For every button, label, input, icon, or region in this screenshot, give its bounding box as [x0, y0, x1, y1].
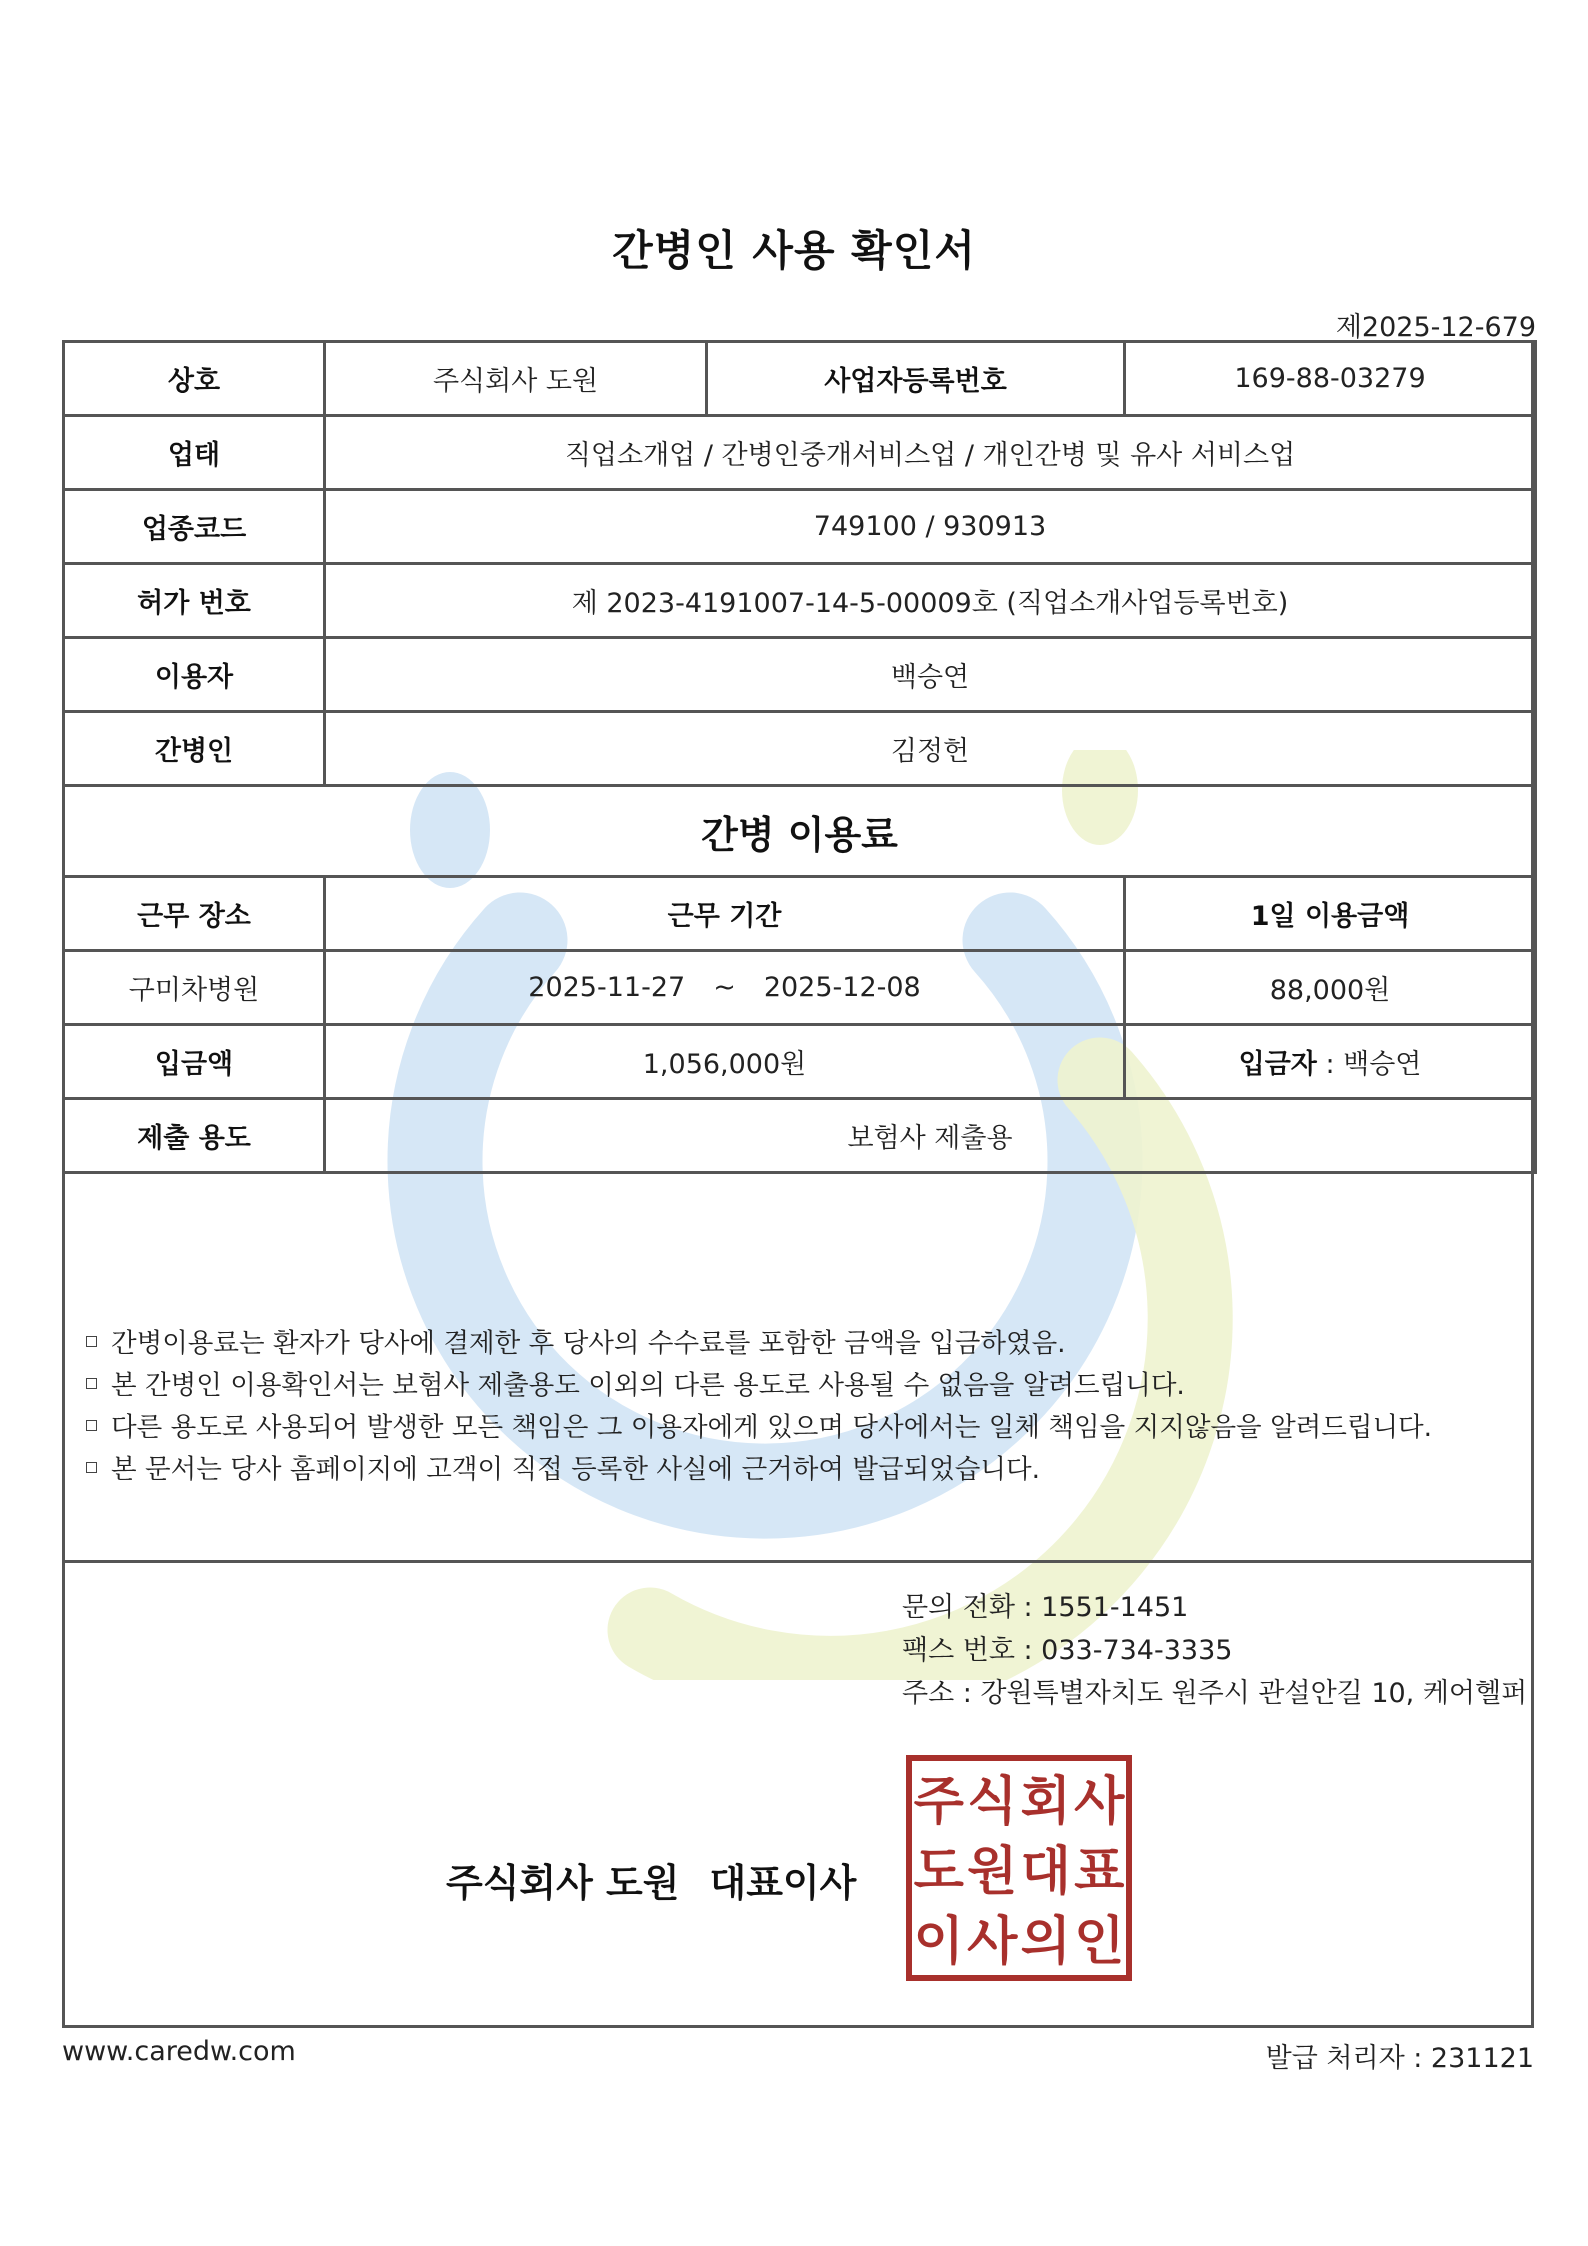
business-value: 직업소개업 / 간병인중개서비스업 / 개인간병 및 유사 서비스업	[325, 416, 1536, 490]
signature-role: 대표이사	[709, 1861, 857, 1905]
table-row	[64, 712, 1536, 786]
signature-company: 주식회사 도원	[446, 1861, 680, 1905]
contact-fax: 팩스 번호 : 033-734-3335	[902, 1635, 1233, 1666]
period-start: 2025-11-27	[528, 972, 686, 1003]
table-row	[64, 490, 1536, 564]
document-number: 제2025-12-679	[1335, 312, 1536, 343]
business-label: 업태	[64, 416, 325, 490]
depositor-separator: :	[1316, 1049, 1344, 1080]
code-value: 749100 / 930913	[325, 490, 1536, 564]
note-text: 본 문서는 당사 홈페이지에 고객이 직접 등록한 사실에 근거하여 발급되었습니다.	[111, 1454, 1041, 1485]
company-value: 주식회사 도원	[325, 342, 707, 416]
permit-label: 허가 번호	[64, 564, 325, 638]
purpose-label: 제출 용도	[64, 1099, 325, 1173]
depositor-cell	[1125, 1025, 1536, 1099]
document-title: 간병인 사용 확인서	[612, 226, 976, 275]
seal-row: 이 사 의 인	[913, 1911, 1125, 1972]
issuer-id: 발급 처리자 : 231121	[1265, 2043, 1534, 2074]
seal-row: 주 식 회 사	[913, 1771, 1125, 1832]
list-item	[86, 1407, 1432, 1449]
period-label: 근무 기간	[325, 877, 1125, 951]
note-text: 본 간병인 이용확인서는 보험사 제출용도 이외의 다른 용도로 사용될 수 없음을 알려드립니다.	[111, 1370, 1185, 1401]
square-bullet-icon	[86, 1420, 97, 1431]
signature-line	[446, 1852, 856, 1907]
website-link[interactable]: www.caredw.com	[62, 2036, 296, 2067]
fee-section-title: 간병 이용료	[64, 786, 1536, 877]
table-row	[64, 416, 1536, 490]
table-row	[64, 877, 1536, 951]
place-label: 근무 장소	[64, 877, 325, 951]
note-text: 간병이용료는 환자가 당사에 결제한 후 당사의 수수료를 포함한 금액을 입금하였음.	[111, 1328, 1066, 1359]
depositor-label: 입금자	[1238, 1049, 1317, 1080]
caregiver-label: 간병인	[64, 712, 325, 786]
daily-fee-label: 1일 이용금액	[1125, 877, 1536, 951]
bizno-label: 사업자등록번호	[707, 342, 1125, 416]
table-row	[64, 342, 1536, 416]
list-item	[86, 1323, 1432, 1365]
table-row	[64, 638, 1536, 712]
deposit-value: 1,056,000원	[325, 1025, 1125, 1099]
list-item	[86, 1365, 1432, 1407]
note-text: 다른 용도로 사용되어 발생한 모든 책임은 그 이용자에게 있으며 당사에서는 일체 책임을 지지않음을 알려드립니다.	[111, 1412, 1433, 1443]
period-value	[325, 951, 1125, 1025]
period-separator: ~	[713, 972, 736, 1003]
contact-address: 주소 : 강원특별자치도 원주시 관설안길 10, 케어헬퍼	[902, 1678, 1528, 1709]
info-table	[62, 340, 1537, 1174]
contact-info	[902, 1586, 1527, 1715]
table-row	[64, 951, 1536, 1025]
notes-list	[86, 1323, 1432, 1491]
place-value: 구미차병원	[64, 951, 325, 1025]
company-label: 상호	[64, 342, 325, 416]
code-label: 업종코드	[64, 490, 325, 564]
square-bullet-icon	[86, 1462, 97, 1473]
company-seal-stamp	[906, 1755, 1132, 1981]
table-row	[64, 1025, 1536, 1099]
bizno-value: 169-88-03279	[1125, 342, 1536, 416]
contact-phone: 문의 전화 : 1551-1451	[902, 1592, 1189, 1623]
purpose-value: 보험사 제출용	[325, 1099, 1536, 1173]
user-label: 이용자	[64, 638, 325, 712]
deposit-label: 입금액	[64, 1025, 325, 1099]
square-bullet-icon	[86, 1336, 97, 1347]
depositor-value: 백승연	[1343, 1049, 1422, 1080]
user-value: 백승연	[325, 638, 1536, 712]
period-end: 2025-12-08	[763, 972, 921, 1003]
table-row	[64, 1099, 1536, 1173]
caregiver-value: 김정헌	[325, 712, 1536, 786]
table-row	[64, 564, 1536, 638]
table-row	[64, 786, 1536, 877]
section-divider	[62, 1560, 1534, 1563]
permit-value: 제 2023-4191007-14-5-00009호 (직업소개사업등록번호)	[325, 564, 1536, 638]
square-bullet-icon	[86, 1378, 97, 1389]
list-item	[86, 1449, 1432, 1491]
daily-fee-value: 88,000원	[1125, 951, 1536, 1025]
seal-row: 도 원 대 표	[913, 1841, 1125, 1902]
